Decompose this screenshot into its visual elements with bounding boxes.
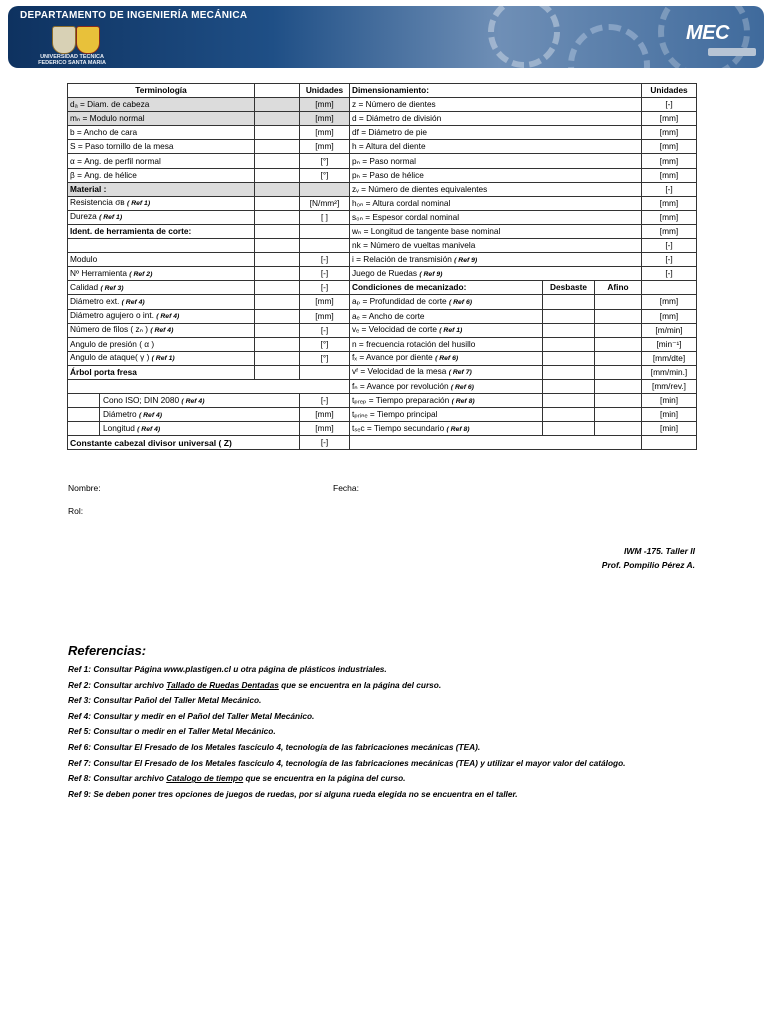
mec-logo: MEC <box>686 22 729 44</box>
right-term-cell <box>350 112 642 126</box>
references-list <box>68 662 728 802</box>
term-text: tₚᵣᵢₙₑ = Tiempo principal <box>352 409 438 420</box>
table-row <box>68 267 697 281</box>
term-text: Dureza <box>70 211 97 222</box>
reference-text: Ref 5: Consultar o medir en el Taller Metal Mecánico. <box>68 726 276 737</box>
reference-item <box>68 662 728 678</box>
reference-text: Ref 6: Consultar El Fresado de los Metales fascículo 4, tecnología de las fabricaciones mecánicas (TEA). <box>68 741 481 752</box>
reference-item <box>68 787 728 803</box>
right-term-cell <box>350 309 543 323</box>
units-cell: [mm] <box>642 140 697 154</box>
afino-cell[interactable] <box>595 337 642 351</box>
units-cell: [-] <box>300 267 350 281</box>
reference-text: Ref 8: Consultar archivo <box>68 773 167 784</box>
left-term-cell <box>68 253 255 267</box>
units-cell: [mm] <box>300 98 350 112</box>
units-cell: [ ] <box>300 210 350 224</box>
table-header-row <box>68 84 697 98</box>
table-row <box>68 281 697 295</box>
right-term-cell <box>350 267 642 281</box>
reference-text: Ref 9: Se deben poner tres opciones de juegos de ruedas, por si alguna rueda elegida no se encuentra en el taller. <box>68 788 518 799</box>
term-text: Nº Herramienta <box>70 267 127 278</box>
table-row <box>68 422 697 436</box>
units-cell: [N/mm²] <box>300 196 350 210</box>
reference-tag: ( Ref 1) <box>99 214 123 222</box>
units-cell: [mm] <box>642 196 697 210</box>
term-text: n = frecuencia rotación del husillo <box>352 338 476 349</box>
reference-item <box>68 678 728 694</box>
reference-tag: ( Ref 1) <box>439 327 463 335</box>
units-cell: [mm] <box>642 224 697 238</box>
right-term-cell <box>350 126 642 140</box>
term-text: tₛₑc = Tiempo secundario <box>352 422 445 433</box>
afino-cell[interactable] <box>595 408 642 422</box>
right-term-cell <box>350 422 543 436</box>
reference-tag: ( Ref 9) <box>454 256 478 264</box>
afino-cell[interactable] <box>595 394 642 408</box>
right-term-cell <box>350 351 543 365</box>
right-term-cell <box>350 140 642 154</box>
left-term-cell <box>68 140 255 154</box>
left-term-cell <box>68 365 255 379</box>
right-term-cell <box>350 295 543 309</box>
reference-tag: ( Ref 1) <box>151 355 175 363</box>
units-cell <box>300 239 350 253</box>
term-text: Material : <box>70 183 107 194</box>
left-term-cell <box>68 281 255 295</box>
department-title: DEPARTAMENTO DE INGENIERÍA MECÁNICA <box>20 10 248 21</box>
table-row <box>68 351 697 365</box>
afino-cell[interactable] <box>595 422 642 436</box>
left-term-cell <box>68 196 255 210</box>
reference-text: Ref 7: Consultar El Fresado de los Metales fascículo 4, tecnología de las fabricaciones mecánicas (TEA) y utilizar el mayor valor del catálogo. <box>68 757 626 768</box>
specification-table <box>67 83 697 450</box>
units-cell: [mm] <box>300 112 350 126</box>
units-cell: [mm] <box>300 408 350 422</box>
reference-item <box>68 771 728 787</box>
table-row <box>68 168 697 182</box>
mecanizado-header: Condiciones de mecanizado: <box>350 281 543 295</box>
right-term-cell <box>350 224 642 238</box>
left-term-cell <box>68 351 255 365</box>
reference-item <box>68 756 728 772</box>
reference-text: Ref 2: Consultar archivo <box>68 679 167 690</box>
units-cell: [mm] <box>642 154 697 168</box>
right-term-cell <box>350 337 543 351</box>
header-dimensionamiento: Dimensionamiento: <box>350 84 642 98</box>
term-text: α = Ang. de perfil normal <box>70 155 161 166</box>
reference-link[interactable]: Tallado de Ruedas Dentadas <box>166 679 279 690</box>
desbaste-cell[interactable] <box>543 394 595 408</box>
units-cell: [-] <box>642 239 697 253</box>
units-cell: [mm] <box>300 422 350 436</box>
afino-cell[interactable] <box>595 323 642 337</box>
desbaste-header: Desbaste <box>543 281 595 295</box>
term-text: S = Paso tornillo de la mesa <box>70 141 174 152</box>
professor-name: Prof. Pompilio Pérez A. <box>601 560 695 570</box>
left-term-cell <box>68 267 255 281</box>
term-text: vₑ = Velocidad de corte <box>352 324 437 335</box>
term-text: zᵥ = Número de dientes equivalentes <box>352 183 488 194</box>
header-unidades: Unidades <box>300 84 350 98</box>
afino-cell[interactable] <box>595 295 642 309</box>
units-cell: [mm] <box>300 140 350 154</box>
units-cell: [mm] <box>642 210 697 224</box>
units-cell: [mm] <box>642 126 697 140</box>
gear-icon <box>568 24 650 68</box>
reference-tag: ( Ref 4) <box>121 298 145 306</box>
table-row <box>68 309 697 323</box>
reference-tag: ( Ref 4) <box>138 412 163 420</box>
university-crest-icon <box>52 26 76 54</box>
reference-item <box>68 724 728 740</box>
mec-logo-plate <box>708 48 756 56</box>
references-title: Referencias: <box>68 643 147 658</box>
units-cell: [-] <box>300 281 350 295</box>
header-banner <box>8 6 764 68</box>
reference-tag: ( Ref 8) <box>451 397 475 405</box>
reference-text: Ref 3: Consultar Pañol del Taller Metal Mecánico. <box>68 695 262 706</box>
units-cell: [-] <box>300 436 350 450</box>
desbaste-cell[interactable] <box>543 309 595 323</box>
table-row <box>68 253 697 267</box>
right-term-cell <box>350 210 642 224</box>
left-term-cell <box>68 295 255 309</box>
reference-tag: ( Ref 1) <box>127 200 151 208</box>
reference-tag: ( Ref 6) <box>435 355 459 363</box>
right-term-cell <box>350 239 642 253</box>
reference-text: que se encuentra en la página del curso. <box>278 679 442 690</box>
term-text: nk = Número de vueltas manivela <box>352 240 476 251</box>
arbor-term-cell <box>68 394 300 408</box>
table-row <box>68 112 697 126</box>
units-cell: [°] <box>300 351 350 365</box>
units-cell <box>300 365 350 379</box>
table-row <box>68 365 697 379</box>
reference-item <box>68 740 728 756</box>
desbaste-cell[interactable] <box>543 379 595 393</box>
left-term-cell <box>68 309 255 323</box>
units-cell: [mm/rev.] <box>642 379 697 393</box>
units-cell: [°] <box>300 337 350 351</box>
term-text: Diámetro ext. <box>70 295 120 306</box>
right-term-cell <box>350 98 642 112</box>
term-text: Cono ISO; DIN 2080 <box>103 395 180 406</box>
reference-item <box>68 709 728 725</box>
term-text: Ident. de herramienta de corte: <box>70 225 192 236</box>
afino-cell[interactable] <box>595 365 642 379</box>
afino-cell[interactable] <box>595 309 642 323</box>
right-term-cell <box>350 323 543 337</box>
table-row <box>68 337 697 351</box>
arbor-term-cell <box>68 422 300 436</box>
units-cell: [min⁻¹] <box>642 337 697 351</box>
table-row <box>68 224 697 238</box>
reference-tag: ( Ref 4) <box>137 426 161 434</box>
term-text: Calidad <box>70 281 99 292</box>
gear-icon <box>488 6 560 68</box>
term-text: tₚᵣₑₚ = Tiempo preparación <box>352 394 450 405</box>
table-row <box>68 394 697 408</box>
fecha-label: Fecha: <box>333 483 359 493</box>
left-term-cell <box>68 337 255 351</box>
reference-tag: ( Ref 3) <box>100 284 124 292</box>
units-cell: [min] <box>642 422 697 436</box>
afino-cell[interactable] <box>595 351 642 365</box>
units-cell: [mm] <box>300 295 350 309</box>
reference-tag: ( Ref 7) <box>448 369 472 377</box>
department-crest-icon <box>76 26 100 54</box>
units-cell: [m/min] <box>642 323 697 337</box>
table-row <box>68 295 697 309</box>
units-cell: [°] <box>300 168 350 182</box>
term-text: dₐ = Diam. de cabeza <box>70 99 150 110</box>
term-text: d = Diámetro de división <box>352 113 442 124</box>
reference-link[interactable]: Catalogo de tiempo <box>166 773 244 784</box>
units-cell: [mm] <box>642 168 697 182</box>
right-term-cell <box>350 379 543 393</box>
desbaste-cell[interactable] <box>543 337 595 351</box>
table-row <box>68 239 697 253</box>
table-row <box>68 98 697 112</box>
left-term-cell <box>68 323 255 337</box>
table-row <box>68 436 697 450</box>
term-text: h = Altura del diente <box>352 141 426 152</box>
left-term-cell <box>68 210 255 224</box>
table-row <box>68 154 697 168</box>
course-code: IWM -175. Taller II <box>623 546 695 556</box>
term-text: fₓ = Avance por diente <box>352 352 433 363</box>
units-cell: [°] <box>300 154 350 168</box>
term-text: Diámetro <box>103 409 137 420</box>
desbaste-cell[interactable] <box>543 295 595 309</box>
reference-text: Ref 1: Consultar Página www.plastigen.cl u otra página de plásticos industriales. <box>68 664 387 674</box>
reference-text: que se encuentra en la página del curso. <box>243 773 406 784</box>
table-row <box>68 323 697 337</box>
term-text: b = Ancho de cara <box>70 127 138 138</box>
table-row <box>68 140 697 154</box>
reference-tag: ( Ref 9) <box>419 270 443 278</box>
desbaste-cell[interactable] <box>543 323 595 337</box>
units-cell <box>300 182 350 196</box>
term-text: df = Diámetro de pie <box>352 127 427 138</box>
header-unidades-right: Unidades <box>642 84 697 98</box>
reference-tag: ( Ref 2) <box>129 270 153 278</box>
table-row <box>68 408 697 422</box>
left-term-cell <box>68 154 255 168</box>
right-term-cell <box>350 168 642 182</box>
term-text: Longitud <box>103 423 135 434</box>
reference-tag: ( Ref 8) <box>446 425 470 433</box>
term-text: Resistencia σʙ <box>70 197 125 208</box>
left-term-cell <box>68 182 255 196</box>
left-term-cell <box>68 168 255 182</box>
term-text: Diámetro agujero o int. <box>70 310 154 321</box>
table-row <box>68 182 697 196</box>
term-text: vᶠ = Velocidad de la mesa <box>352 366 447 377</box>
units-cell: [mm] <box>642 295 697 309</box>
table-row <box>68 196 697 210</box>
left-term-cell <box>68 112 255 126</box>
reference-tag: ( Ref 4) <box>181 398 205 406</box>
afino-cell[interactable] <box>595 379 642 393</box>
units-cell: [mm] <box>642 112 697 126</box>
term-text: i = Relación de transmisión <box>352 253 452 264</box>
units-cell: [-] <box>642 98 697 112</box>
units-cell: [min] <box>642 394 697 408</box>
units-cell: [mm/min.] <box>642 365 697 379</box>
desbaste-cell[interactable] <box>543 422 595 436</box>
units-cell: [-] <box>642 253 697 267</box>
term-text: Angulo de presión ( α ) <box>70 338 155 349</box>
right-term-cell <box>350 394 543 408</box>
term-text: Modulo <box>70 254 98 265</box>
left-term-cell <box>68 126 255 140</box>
university-name: UNIVERSIDAD TECNICA FEDERICO SANTA MARIA <box>38 54 106 66</box>
afino-header: Afino <box>595 281 642 295</box>
units-cell: [-] <box>642 182 697 196</box>
term-text: β = Ang. de hélice <box>70 169 137 180</box>
right-term-cell <box>350 182 642 196</box>
arbor-term-cell <box>68 408 300 422</box>
right-term-cell <box>350 365 543 379</box>
right-term-cell <box>350 196 642 210</box>
units-cell: [mm/dte] <box>642 351 697 365</box>
table-row <box>68 379 697 393</box>
desbaste-cell[interactable] <box>543 351 595 365</box>
term-text: aₑ = Ancho de corte <box>352 310 425 321</box>
term-text: pₕ = Paso de hélice <box>352 169 424 180</box>
units-cell: [-] <box>300 394 350 408</box>
term-text: Número de filos ( zₙ ) <box>70 324 148 335</box>
left-term-cell <box>68 224 255 238</box>
table-row <box>68 126 697 140</box>
desbaste-cell[interactable] <box>543 365 595 379</box>
units-cell <box>300 224 350 238</box>
right-term-cell <box>350 408 543 422</box>
reference-tag: ( Ref 4) <box>150 327 174 335</box>
nombre-label: Nombre: <box>68 483 101 493</box>
constante-cabezal-label: Constante cabezal divisor universal ( Z) <box>68 436 300 450</box>
term-text: Juego de Ruedas <box>352 267 418 278</box>
units-cell: [mm] <box>642 309 697 323</box>
table-row <box>68 210 697 224</box>
left-term-cell <box>68 98 255 112</box>
desbaste-cell[interactable] <box>543 408 595 422</box>
reference-item <box>68 693 728 709</box>
reference-text: Ref 4: Consultar y medir en el Pañol del Taller Metal Mecánico. <box>68 710 315 721</box>
right-term-cell <box>350 154 642 168</box>
term-text: s₀ₙ = Espesor cordal nominal <box>352 211 460 222</box>
units-cell: [mm] <box>300 309 350 323</box>
reference-tag: ( Ref 4) <box>156 313 180 321</box>
rol-label: Rol: <box>68 506 84 516</box>
term-text: aₚ = Profundidad de corte <box>352 295 447 306</box>
term-text: z = Número de dientes <box>352 99 436 110</box>
units-cell: [-] <box>642 267 697 281</box>
units-cell: [-] <box>300 323 350 337</box>
left-term-cell <box>68 379 350 393</box>
units-cell: [mm] <box>300 126 350 140</box>
left-term-cell <box>68 239 255 253</box>
reference-tag: ( Ref 6) <box>448 298 473 306</box>
term-text: Árbol porta fresa <box>70 366 137 377</box>
term-text: h₀ₙ = Altura cordal nominal <box>352 197 451 208</box>
term-text: mₙ = Modulo normal <box>70 113 145 124</box>
units-cell: [min] <box>642 408 697 422</box>
header-terminologia: Terminología <box>68 84 255 98</box>
reference-tag: ( Ref 6) <box>450 383 474 391</box>
term-text: pₙ = Paso normal <box>352 155 416 166</box>
term-text: Angulo de ataque( γ ) <box>70 352 150 363</box>
term-text: fₙ = Avance por revolución <box>352 380 449 391</box>
units-cell: [-] <box>300 253 350 267</box>
term-text: wₙ = Longitud de tangente base nominal <box>352 225 501 236</box>
right-term-cell <box>350 253 642 267</box>
